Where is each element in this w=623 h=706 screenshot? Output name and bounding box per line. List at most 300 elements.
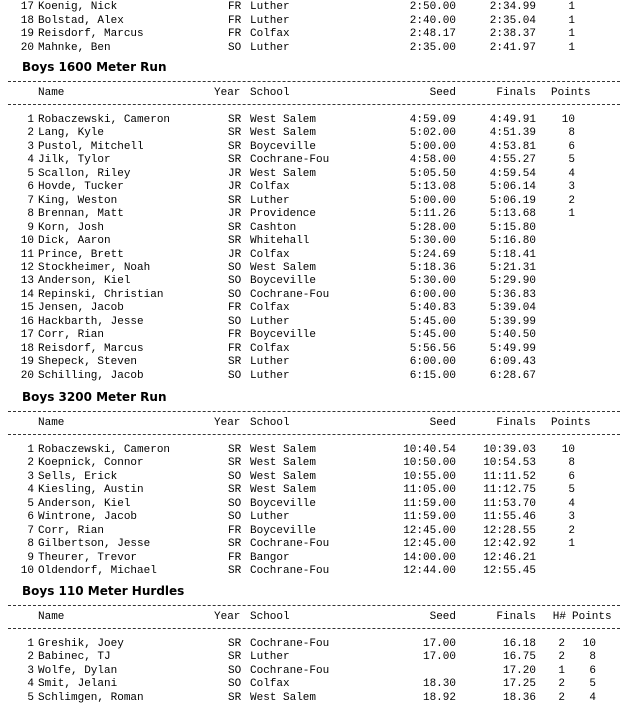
seed-cell: 12:45.00 [403,524,456,537]
school-cell: Colfax [250,342,290,355]
seed-cell: 5:30.00 [409,275,456,288]
place-cell: 1 [27,638,34,650]
header-finals: Finals [496,417,536,429]
seed-cell: 2:40.00 [409,14,456,27]
year-cell: SR [228,194,242,207]
year-cell: SR [228,457,242,470]
athlete-name: Anderson, Kiel [38,497,131,510]
event-title: Boys 3200 Meter Run [22,390,167,404]
school-cell: Whitehall [250,235,310,248]
header-name: Name [38,87,65,99]
dashed-separator [8,411,620,412]
year-cell: JR [228,167,242,180]
school-cell: Cashton [250,221,297,234]
result-row [0,15,623,28]
year-cell: FR [228,1,242,13]
header-points: Points [551,87,591,99]
heat-cell: 2 [558,638,565,650]
result-row [0,154,623,167]
school-cell: West Salem [250,261,317,274]
school-cell: West Salem [250,167,317,180]
place-cell: 7 [27,524,34,537]
school-cell: Providence [250,208,317,221]
event-title: Boys 110 Meter Hurdles [22,584,185,598]
finals-cell: 12:55.45 [483,565,536,578]
result-row [0,444,623,457]
school-cell: West Salem [250,484,317,497]
athlete-name: Robaczewski, Cameron [38,444,171,456]
finals-cell: 5:49.99 [489,342,536,355]
athlete-name: Schlimgen, Roman [38,691,144,704]
year-cell: SR [228,127,242,140]
school-cell: Colfax [250,248,290,261]
result-row [0,538,623,551]
place-cell: 12 [20,261,34,274]
year-cell: FR [228,329,242,342]
place-cell: 1 [27,444,34,456]
athlete-name: Wolfe, Dylan [38,664,118,677]
athlete-name: Hackbarth, Jesse [38,315,144,328]
result-row [0,525,623,538]
year-cell: SO [228,261,242,274]
athlete-name: Jilk, Tylor [38,154,111,167]
result-row [0,168,623,181]
points-cell: 4 [568,167,575,180]
dashed-separator [8,104,620,105]
header-year: Year [214,611,241,623]
place-cell: 8 [27,538,34,551]
finals-cell: 11:53.70 [483,497,536,510]
seed-cell: 11:59.00 [403,497,456,510]
result-row [0,114,623,127]
column-header-row [0,611,623,624]
finals-cell: 11:55.46 [483,511,536,524]
school-cell: Boyceville [250,275,317,288]
seed-cell: 5:00.00 [409,194,456,207]
points-cell: 6 [568,470,575,483]
year-cell: JR [228,208,242,221]
place-cell: 10 [20,235,34,248]
athlete-name: Bolstad, Alex [38,14,124,27]
year-cell: SO [228,678,242,691]
school-cell: Colfax [250,28,290,40]
finals-cell: 2:34.99 [489,1,536,13]
points-cell: 2 [568,524,575,537]
place-cell: 2 [27,127,34,140]
athlete-name: Brennan, Matt [38,208,124,221]
seed-cell: 5:13.08 [409,181,456,194]
school-cell: Boyceville [250,524,317,537]
school-cell: Bangor [250,551,290,564]
finals-cell: 4:53.81 [489,140,536,153]
heat-cell: 1 [558,664,565,677]
result-row [0,275,623,288]
finals-cell: 5:13.68 [489,208,536,221]
year-cell: SO [228,275,242,288]
year-cell: JR [228,248,242,261]
seed-cell: 4:59.09 [409,114,456,126]
school-cell: Cochrane-Fou [250,638,330,650]
place-cell: 19 [20,28,34,40]
place-cell: 2 [27,651,34,664]
finals-cell: 18.36 [502,691,536,704]
athlete-name: Oldendorf, Michael [38,565,157,578]
finals-cell: 6:28.67 [489,369,536,382]
header-finals: Finals [496,87,536,99]
seed-cell: 6:15.00 [409,369,456,382]
seed-cell: 17.00 [422,638,456,650]
finals-cell: 12:42.92 [483,538,536,551]
seed-cell: 5:18.36 [409,261,456,274]
result-row [0,195,623,208]
athlete-name: Corr, Rian [38,524,105,537]
year-cell: SR [228,154,242,167]
points-cell: 3 [568,511,575,524]
result-row [0,316,623,329]
athlete-name: Wintrone, Jacob [38,511,138,524]
school-cell: Boyceville [250,329,317,342]
year-cell: SO [228,664,242,677]
seed-cell: 14:00.00 [403,551,456,564]
place-cell: 2 [27,457,34,470]
athlete-name: Reisdorf, Marcus [38,28,144,40]
place-cell: 8 [27,208,34,221]
place-cell: 13 [20,275,34,288]
points-cell: 8 [589,651,596,664]
athlete-name: Sells, Erick [38,470,118,483]
seed-cell: 2:50.00 [409,1,456,13]
points-cell: 1 [568,14,575,27]
athlete-name: Greshik, Joey [38,638,124,650]
place-cell: 3 [27,664,34,677]
place-cell: 5 [27,167,34,180]
athlete-name: Theurer, Trevor [38,551,138,564]
result-row [0,329,623,342]
points-cell: 1 [568,41,575,54]
seed-cell: 12:45.00 [403,538,456,551]
dashed-separator [8,605,620,606]
year-cell: FR [228,14,242,27]
finals-cell: 4:55.27 [489,154,536,167]
event-title: Boys 1600 Meter Run [22,60,167,74]
header-seed: Seed [429,87,456,99]
athlete-name: Jensen, Jacob [38,302,124,315]
result-row [0,181,623,194]
place-cell: 10 [20,565,34,578]
year-cell: SR [228,484,242,497]
seed-cell: 5:02.00 [409,127,456,140]
place-cell: 18 [20,342,34,355]
seed-cell: 18.92 [422,691,456,704]
result-row [0,222,623,235]
result-row [0,498,623,511]
school-cell: Luther [250,651,290,664]
points-cell: 6 [589,664,596,677]
athlete-name: Smit, Jelani [38,678,118,691]
school-cell: Cochrane-Fou [250,565,330,578]
athlete-name: Repinski, Christian [38,288,164,301]
year-cell: SR [228,235,242,248]
place-cell: 16 [20,315,34,328]
result-row [0,127,623,140]
school-cell: Colfax [250,678,290,691]
finals-cell: 12:46.21 [483,551,536,564]
year-cell: SO [228,511,242,524]
athlete-name: Gilbertson, Jesse [38,538,151,551]
athlete-name: Hovde, Tucker [38,181,124,194]
athlete-name: Shepeck, Steven [38,356,138,369]
athlete-name: Stockheimer, Noah [38,261,151,274]
points-cell: 10 [561,114,575,126]
header-name: Name [38,417,65,429]
header-points: Points [572,611,612,623]
points-cell: 8 [568,457,575,470]
finals-cell: 12:28.55 [483,524,536,537]
athlete-name: Anderson, Kiel [38,275,131,288]
place-cell: 4 [27,484,34,497]
header-school: School [250,611,290,623]
result-row [0,471,623,484]
seed-cell: 5:45.00 [409,329,456,342]
result-row [0,511,623,524]
place-cell: 20 [20,41,34,54]
result-row [0,678,623,691]
result-row [0,565,623,578]
finals-cell: 4:59.54 [489,167,536,180]
finals-cell: 11:12.75 [483,484,536,497]
year-cell: FR [228,551,242,564]
heat-cell: 2 [558,678,565,691]
seed-cell: 11:59.00 [403,511,456,524]
place-cell: 6 [27,181,34,194]
header-points: Points [551,417,591,429]
school-cell: Boyceville [250,497,317,510]
finals-cell: 5:18.41 [489,248,536,261]
points-cell: 5 [568,484,575,497]
finals-cell: 2:38.37 [489,28,536,40]
school-cell: Luther [250,41,290,54]
place-cell: 17 [20,1,34,13]
year-cell: SR [228,444,242,456]
finals-cell: 11:11.52 [483,470,536,483]
school-cell: Boyceville [250,140,317,153]
seed-cell: 5:11.26 [409,208,456,221]
year-cell: SR [228,638,242,650]
school-cell: Cochrane-Fou [250,664,330,677]
header-seed: Seed [429,417,456,429]
points-cell: 1 [568,28,575,40]
seed-cell: 17.00 [422,651,456,664]
points-cell: 2 [568,194,575,207]
athlete-name: King, Weston [38,194,118,207]
result-row [0,28,623,41]
athlete-name: Corr, Rian [38,329,105,342]
finals-cell: 5:29.90 [489,275,536,288]
result-row [0,302,623,315]
place-cell: 18 [20,14,34,27]
header-school: School [250,417,290,429]
seed-cell: 5:40.83 [409,302,456,315]
finals-cell: 16.75 [502,651,536,664]
place-cell: 7 [27,194,34,207]
school-cell: Luther [250,1,290,13]
year-cell: SR [228,565,242,578]
place-cell: 14 [20,288,34,301]
seed-cell: 11:05.00 [403,484,456,497]
school-cell: Luther [250,14,290,27]
seed-cell: 10:55.00 [403,470,456,483]
heat-cell: 2 [558,691,565,704]
result-row [0,141,623,154]
finals-cell: 10:39.03 [483,444,536,456]
year-cell: SR [228,538,242,551]
header-name: Name [38,611,65,623]
athlete-name: Koenig, Nick [38,1,118,13]
seed-cell: 5:28.00 [409,221,456,234]
result-row [0,289,623,302]
year-cell: SR [228,691,242,704]
result-row [0,651,623,664]
seed-cell: 2:48.17 [409,28,456,40]
school-cell: Luther [250,369,290,382]
school-cell: Cochrane-Fou [250,538,330,551]
finals-cell: 5:21.31 [489,261,536,274]
result-row [0,356,623,369]
finals-cell: 5:06.14 [489,181,536,194]
year-cell: SR [228,356,242,369]
dashed-separator [8,81,620,82]
finals-cell: 17.20 [502,664,536,677]
finals-cell: 5:15.80 [489,221,536,234]
place-cell: 4 [27,154,34,167]
school-cell: West Salem [250,691,317,704]
seed-cell: 2:35.00 [409,41,456,54]
seed-cell: 10:40.54 [403,444,456,456]
place-cell: 17 [20,329,34,342]
finals-cell: 5:40.50 [489,329,536,342]
finals-cell: 2:41.97 [489,41,536,54]
place-cell: 3 [27,140,34,153]
seed-cell: 5:45.00 [409,315,456,328]
school-cell: West Salem [250,457,317,470]
finals-cell: 5:39.99 [489,315,536,328]
school-cell: Luther [250,315,290,328]
finals-cell: 6:09.43 [489,356,536,369]
year-cell: SR [228,651,242,664]
athlete-name: Schilling, Jacob [38,369,144,382]
athlete-name: Dick, Aaron [38,235,111,248]
column-header-row [0,87,623,100]
result-row [0,262,623,275]
seed-cell: 5:56.56 [409,342,456,355]
place-cell: 5 [27,497,34,510]
result-row [0,42,623,55]
athlete-name: Robaczewski, Cameron [38,114,171,126]
points-cell: 5 [589,678,596,691]
place-cell: 3 [27,470,34,483]
points-cell: 1 [568,538,575,551]
year-cell: SO [228,369,242,382]
points-cell: 10 [582,638,596,650]
points-cell: 8 [568,127,575,140]
athlete-name: Kiesling, Austin [38,484,144,497]
finals-cell: 5:36.83 [489,288,536,301]
points-cell: 3 [568,181,575,194]
points-cell: 1 [568,1,575,13]
header-year: Year [214,87,241,99]
column-header-row [0,417,623,430]
finals-cell: 16.18 [502,638,536,650]
result-row [0,208,623,221]
year-cell: FR [228,302,242,315]
heat-cell: 2 [558,651,565,664]
finals-cell: 5:06.19 [489,194,536,207]
result-row [0,343,623,356]
athlete-name: Prince, Brett [38,248,124,261]
athlete-name: Korn, Josh [38,221,105,234]
finals-cell: 2:35.04 [489,14,536,27]
finals-cell: 5:39.04 [489,302,536,315]
year-cell: SR [228,140,242,153]
year-cell: JR [228,181,242,194]
seed-cell: 18.30 [422,678,456,691]
result-row [0,692,623,705]
school-cell: Luther [250,356,290,369]
seed-cell: 12:44.00 [403,565,456,578]
result-row [0,638,623,651]
result-row [0,457,623,470]
result-row [0,249,623,262]
year-cell: SO [228,470,242,483]
points-cell: 1 [568,208,575,221]
header-seed: Seed [429,611,456,623]
year-cell: FR [228,28,242,40]
year-cell: FR [228,524,242,537]
header-finals: Finals [496,611,536,623]
year-cell: FR [228,342,242,355]
athlete-name: Reisdorf, Marcus [38,342,144,355]
result-row [0,552,623,565]
seed-cell: 5:05.50 [409,167,456,180]
year-cell: SO [228,497,242,510]
header-school: School [250,87,290,99]
place-cell: 9 [27,221,34,234]
school-cell: West Salem [250,470,317,483]
year-cell: SO [228,315,242,328]
school-cell: Cochrane-Fou [250,288,330,301]
finals-cell: 5:16.80 [489,235,536,248]
year-cell: SO [228,41,242,54]
seed-cell: 10:50.00 [403,457,456,470]
place-cell: 1 [27,114,34,126]
school-cell: West Salem [250,127,317,140]
school-cell: Colfax [250,181,290,194]
athlete-name: Babinec, TJ [38,651,111,664]
place-cell: 20 [20,369,34,382]
seed-cell: 4:58.00 [409,154,456,167]
school-cell: Colfax [250,302,290,315]
school-cell: West Salem [250,114,317,126]
header-heat: H# [552,611,566,623]
school-cell: West Salem [250,444,317,456]
points-cell: 6 [568,140,575,153]
points-cell: 5 [568,154,575,167]
place-cell: 15 [20,302,34,315]
result-row [0,665,623,678]
athlete-name: Pustol, Mitchell [38,140,144,153]
finals-cell: 17.25 [502,678,536,691]
year-cell: SR [228,221,242,234]
